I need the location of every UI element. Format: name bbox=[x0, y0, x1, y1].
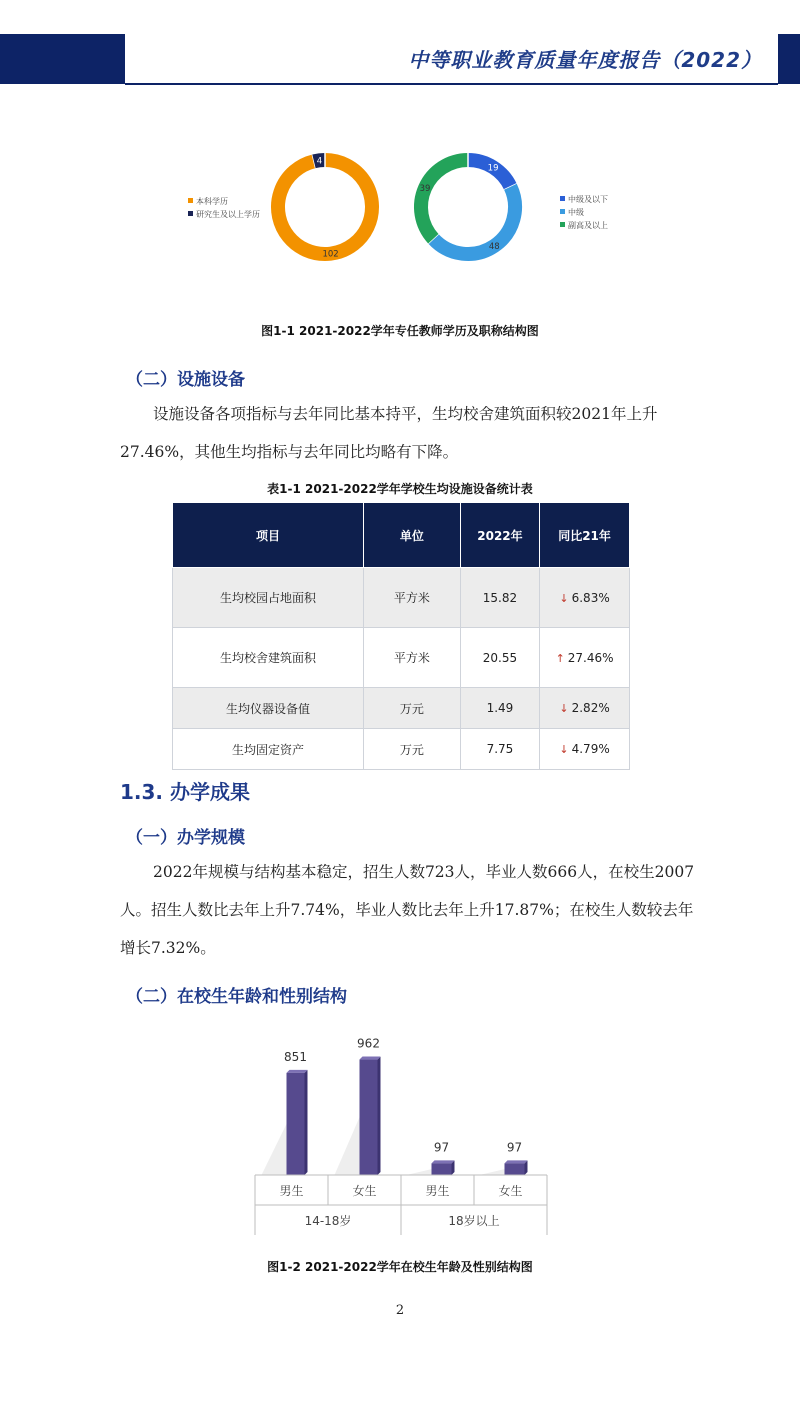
legend-swatch bbox=[188, 211, 193, 216]
arrow-up-icon: ↑ bbox=[555, 651, 565, 665]
cell-unit: 万元 bbox=[364, 688, 461, 729]
bar-top bbox=[360, 1057, 381, 1060]
cell-value: 1.49 bbox=[460, 688, 539, 729]
bar-data-label: 97 bbox=[506, 1140, 523, 1155]
bar-data-label: 851 bbox=[284, 1049, 307, 1064]
cell-item: 生均校园占地面积 bbox=[173, 568, 364, 628]
bar-shadow bbox=[335, 1117, 360, 1175]
section-age-heading: （二）在校生年龄和性别结构 bbox=[126, 987, 347, 1007]
bar bbox=[432, 1163, 452, 1175]
cell-change-value: 6.83% bbox=[571, 590, 610, 605]
header-right-block bbox=[778, 34, 800, 84]
legend-swatch bbox=[560, 209, 565, 214]
legend-swatch bbox=[560, 222, 565, 227]
header-left-block bbox=[0, 34, 125, 84]
legend-label: 中级及以下 bbox=[568, 195, 608, 204]
legend-label: 研究生及以上学历 bbox=[196, 210, 260, 219]
figure-1-caption: 图1-1 2021-2022学年专任教师学历及职称结构图 bbox=[261, 324, 539, 338]
bar-side bbox=[378, 1057, 381, 1175]
donut-data-label: 102 bbox=[322, 249, 339, 260]
figure-2-bar-chart bbox=[250, 1020, 560, 1245]
table-header-item: 项目 bbox=[173, 503, 364, 568]
header-title: 中等职业教育质量年度报告（2022） bbox=[408, 48, 762, 72]
cell-change bbox=[540, 688, 630, 729]
arrow-down-icon: ↓ bbox=[559, 591, 569, 605]
table-row bbox=[173, 729, 630, 770]
table-header-row bbox=[173, 503, 630, 568]
arrow-down-icon: ↓ bbox=[559, 702, 569, 715]
x-group-label: 18岁以上 bbox=[448, 1214, 500, 1228]
cell-unit: 万元 bbox=[364, 729, 461, 770]
bar-data-label: 962 bbox=[357, 1036, 380, 1051]
bar-shadow bbox=[407, 1169, 432, 1175]
cell-item: 生均校舍建筑面积 bbox=[173, 628, 364, 688]
donut-1-slice-1 bbox=[278, 160, 372, 254]
cell-value: 20.55 bbox=[460, 628, 539, 688]
header-rule bbox=[125, 83, 778, 85]
cell-unit: 平方米 bbox=[364, 568, 461, 628]
table-header-change: 同比21年 bbox=[540, 503, 630, 568]
arrow-down-icon: ↓ bbox=[559, 743, 569, 756]
x-tick-label: 男生 bbox=[279, 1184, 304, 1198]
bar bbox=[360, 1060, 378, 1175]
legend-label: 本科学历 bbox=[196, 197, 228, 206]
bar-top bbox=[287, 1070, 308, 1073]
bar bbox=[505, 1163, 525, 1175]
donut-data-label: 4 bbox=[316, 156, 323, 167]
cell-item: 生均仪器设备值 bbox=[173, 688, 364, 729]
figure-1-donut-charts bbox=[180, 140, 640, 290]
section-scale-heading: （一）办学规模 bbox=[126, 828, 245, 848]
donut-data-label: 39 bbox=[419, 184, 431, 195]
x-tick-label: 女生 bbox=[498, 1184, 523, 1198]
section-scale-paragraph: 2022年规模与结构基本稳定，招生人数723人，毕业人数666人，在校生2007人。招生人数比去年上升7.74%，毕业人数比去年上升17.87%；在校生人数较去年增长7.32%。 bbox=[120, 863, 695, 957]
donut-2-slice-2 bbox=[433, 187, 515, 254]
legend-swatch bbox=[560, 196, 565, 201]
x-tick-label: 男生 bbox=[425, 1184, 450, 1198]
cell-item: 生均固定资产 bbox=[173, 729, 364, 770]
section-results-heading: 1.3. 办学成果 bbox=[120, 780, 250, 804]
x-tick-label: 女生 bbox=[352, 1184, 377, 1198]
cell-change bbox=[540, 628, 630, 688]
table-header-year: 2022年 bbox=[460, 503, 539, 568]
figure-2-caption: 图1-2 2021-2022学年在校生年龄及性别结构图 bbox=[267, 1260, 533, 1274]
facilities-table bbox=[172, 502, 630, 770]
bar-top bbox=[505, 1160, 528, 1163]
cell-value: 15.82 bbox=[460, 568, 539, 628]
table-row bbox=[173, 628, 630, 688]
bar-data-label: 97 bbox=[433, 1140, 450, 1155]
bar-side bbox=[305, 1070, 308, 1175]
section-facilities-heading: （二）设施设备 bbox=[126, 370, 245, 390]
section-facilities-paragraph: 设施设备各项指标与去年同比基本持平，生均校舍建筑面积较2021年上升27.46%，其他生均指标与去年同比均略有下降。 bbox=[120, 405, 658, 461]
bar-top bbox=[432, 1160, 455, 1163]
table-row bbox=[173, 568, 630, 628]
table-1-caption: 表1-1 2021-2022学年学校生均设施设备统计表 bbox=[267, 482, 533, 496]
cell-change bbox=[540, 729, 630, 770]
legend-label: 副高及以上 bbox=[568, 221, 608, 230]
cell-change bbox=[540, 568, 630, 628]
bar-shadow bbox=[480, 1169, 505, 1175]
cell-value: 7.75 bbox=[460, 729, 539, 770]
table-row bbox=[173, 688, 630, 729]
cell-change-value: 2.82% bbox=[571, 701, 610, 715]
legend-label: 中级 bbox=[568, 208, 584, 217]
cell-change-value: 27.46% bbox=[567, 650, 614, 665]
cell-unit: 平方米 bbox=[364, 628, 461, 688]
table-header-unit: 单位 bbox=[364, 503, 461, 568]
donut-data-label: 48 bbox=[488, 241, 500, 252]
bar-shadow bbox=[262, 1124, 287, 1175]
bar bbox=[287, 1073, 305, 1175]
legend-swatch bbox=[188, 198, 193, 203]
donut-2-slice-3 bbox=[421, 160, 468, 239]
page-number: 2 bbox=[395, 1303, 405, 1318]
cell-change-value: 4.79% bbox=[571, 742, 610, 756]
donut-data-label: 19 bbox=[487, 163, 499, 174]
x-group-label: 14-18岁 bbox=[304, 1214, 352, 1228]
